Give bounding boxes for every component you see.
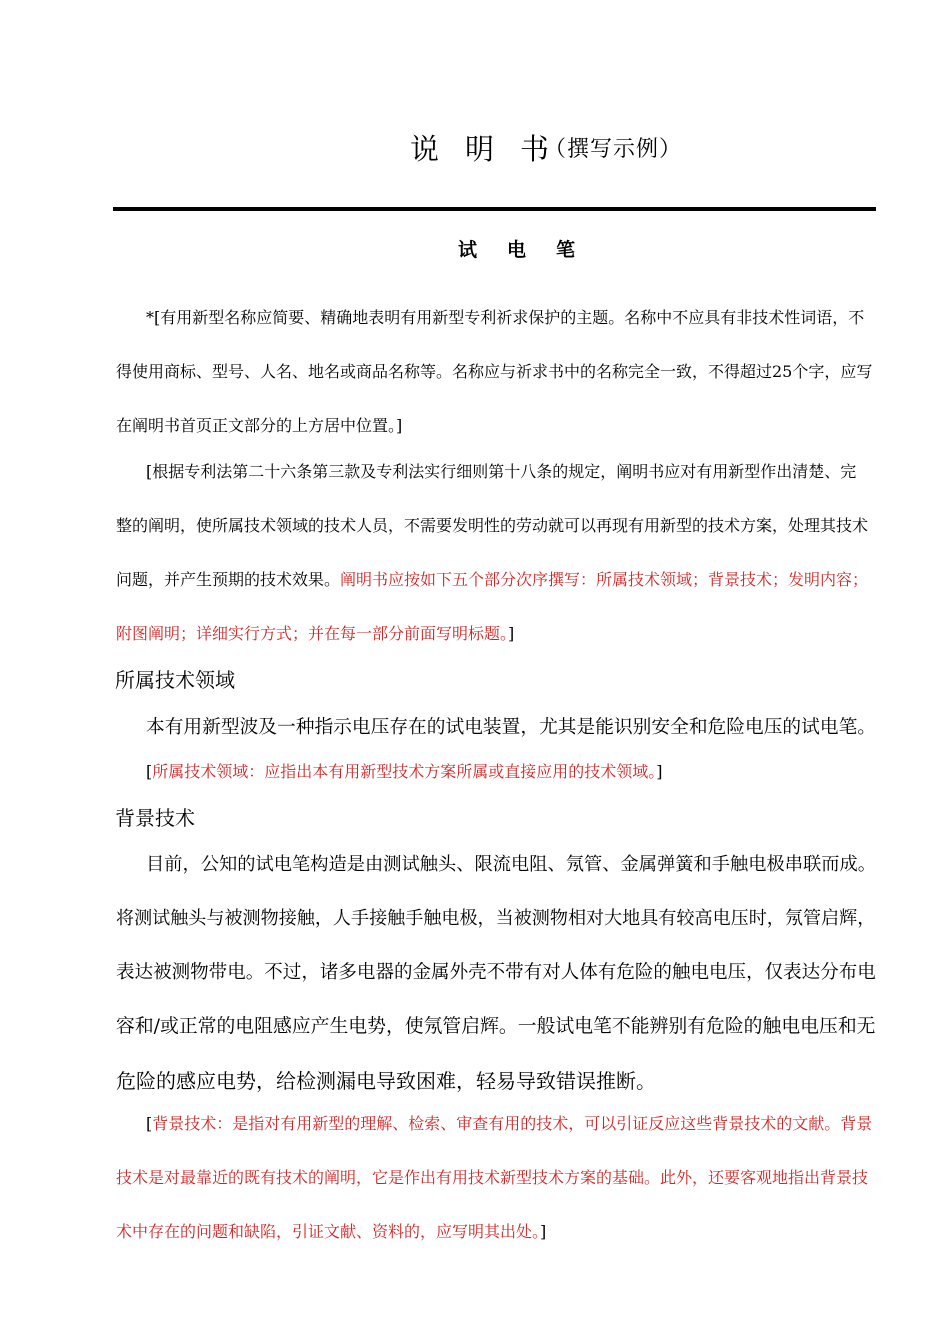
background-note-line-3-red: 术中存在的问题和缺陷，引证文献、资料的，应写明其出处。 <box>116 1222 541 1241</box>
technical-field-body: 本有用新型波及一种指示电压存在的试电装置，尤其是能识别安全和危险电压的试电笔。 <box>146 717 877 738</box>
name-note-line-2: 得使用商标、型号、人名、地名或商品名称等。名称应与祈求书中的名称完全一致，不得超过25个字，应写 <box>116 362 873 381</box>
law-note-line-4-end: ] <box>508 624 515 643</box>
technical-field-note <box>146 761 663 783</box>
background-note-line-3 <box>116 1221 546 1243</box>
law-note-line-2: 整的阐明，使所属技术领域的技术人员，不需要发明性的劳动就可以再现有用新型的技术方案，处理其技术 <box>116 516 869 535</box>
law-note-line-3-black: 问题，并产生预期的技术效果。 <box>116 570 341 589</box>
document-title-suffix: （撰写示例） <box>544 137 683 162</box>
law-note-line-4-red: 附图阐明；详细实行方式；并在每一部分前面写明标题。 <box>116 624 509 643</box>
background-body-line-5: 危险的感应电势，给检测漏电导致困难，轻易导致错误推断。 <box>116 1069 656 1093</box>
document-title: 说明书 <box>410 132 576 166</box>
background-note-line-1 <box>146 1113 872 1135</box>
background-body-line-3: 表达被测物带电。不过，诸多电器的金属外壳不带有对人体有危险的触电电压，仅表达分布电 <box>116 962 876 983</box>
section-heading-technical-field: 所属技术领域 <box>115 668 235 692</box>
title-divider <box>113 207 876 211</box>
utility-model-name: 试电笔 <box>458 239 606 261</box>
technical-field-note-close: ] <box>656 762 663 781</box>
technical-field-note-red: 所属技术领域：应指出本有用新型技术方案所属或直接应用的技术领域。 <box>152 762 657 781</box>
law-note-line-4 <box>116 623 514 645</box>
technical-field-note-open: [ <box>146 762 153 781</box>
background-note-line-2: 技术是对最靠近的既有技术的阐明，它是作出有用技术新型技术方案的基础。此外，还要客观地指出背景技 <box>116 1168 869 1187</box>
name-note-line-1: *[有用新型名称应简要、精确地表明有用新型专利祈求保护的主题。名称中不应具有非技术性词语，不 <box>146 308 865 327</box>
law-note-line-3-red: 阐明书应按如下五个部分次序撰写：所属技术领域；背景技术；发明内容； <box>340 570 869 589</box>
name-note-line-3: 在阐明书首页正文部分的上方居中位置。] <box>116 416 403 435</box>
background-body-line-1: 目前，公知的试电笔构造是由测试触头、限流电阻、氖管、金属弹簧和手触电极串联而成。 <box>146 854 876 875</box>
background-note-line-1-red: 背景技术：是指对有用新型的理解、检索、审查有用的技术，可以引证反应这些背景技术的文献。背景 <box>152 1114 873 1133</box>
background-note-close: ] <box>540 1222 547 1241</box>
law-note-line-1: [根据专利法第二十六条第三款及专利法实行细则第十八条的规定，阐明书应对有用新型作出清楚、完 <box>146 462 857 481</box>
background-note-open: [ <box>146 1114 153 1133</box>
background-body-line-2: 将测试触头与被测物接触，人手接触手触电极，当被测物相对大地具有较高电压时，氖管启辉， <box>116 908 876 929</box>
section-heading-background: 背景技术 <box>115 806 195 830</box>
background-body-line-4: 容和/或正常的电阻感应产生电势，使氖管启辉。一般试电笔不能辨别有危险的触电电压和无 <box>116 1016 876 1037</box>
law-note-line-3 <box>116 569 868 591</box>
